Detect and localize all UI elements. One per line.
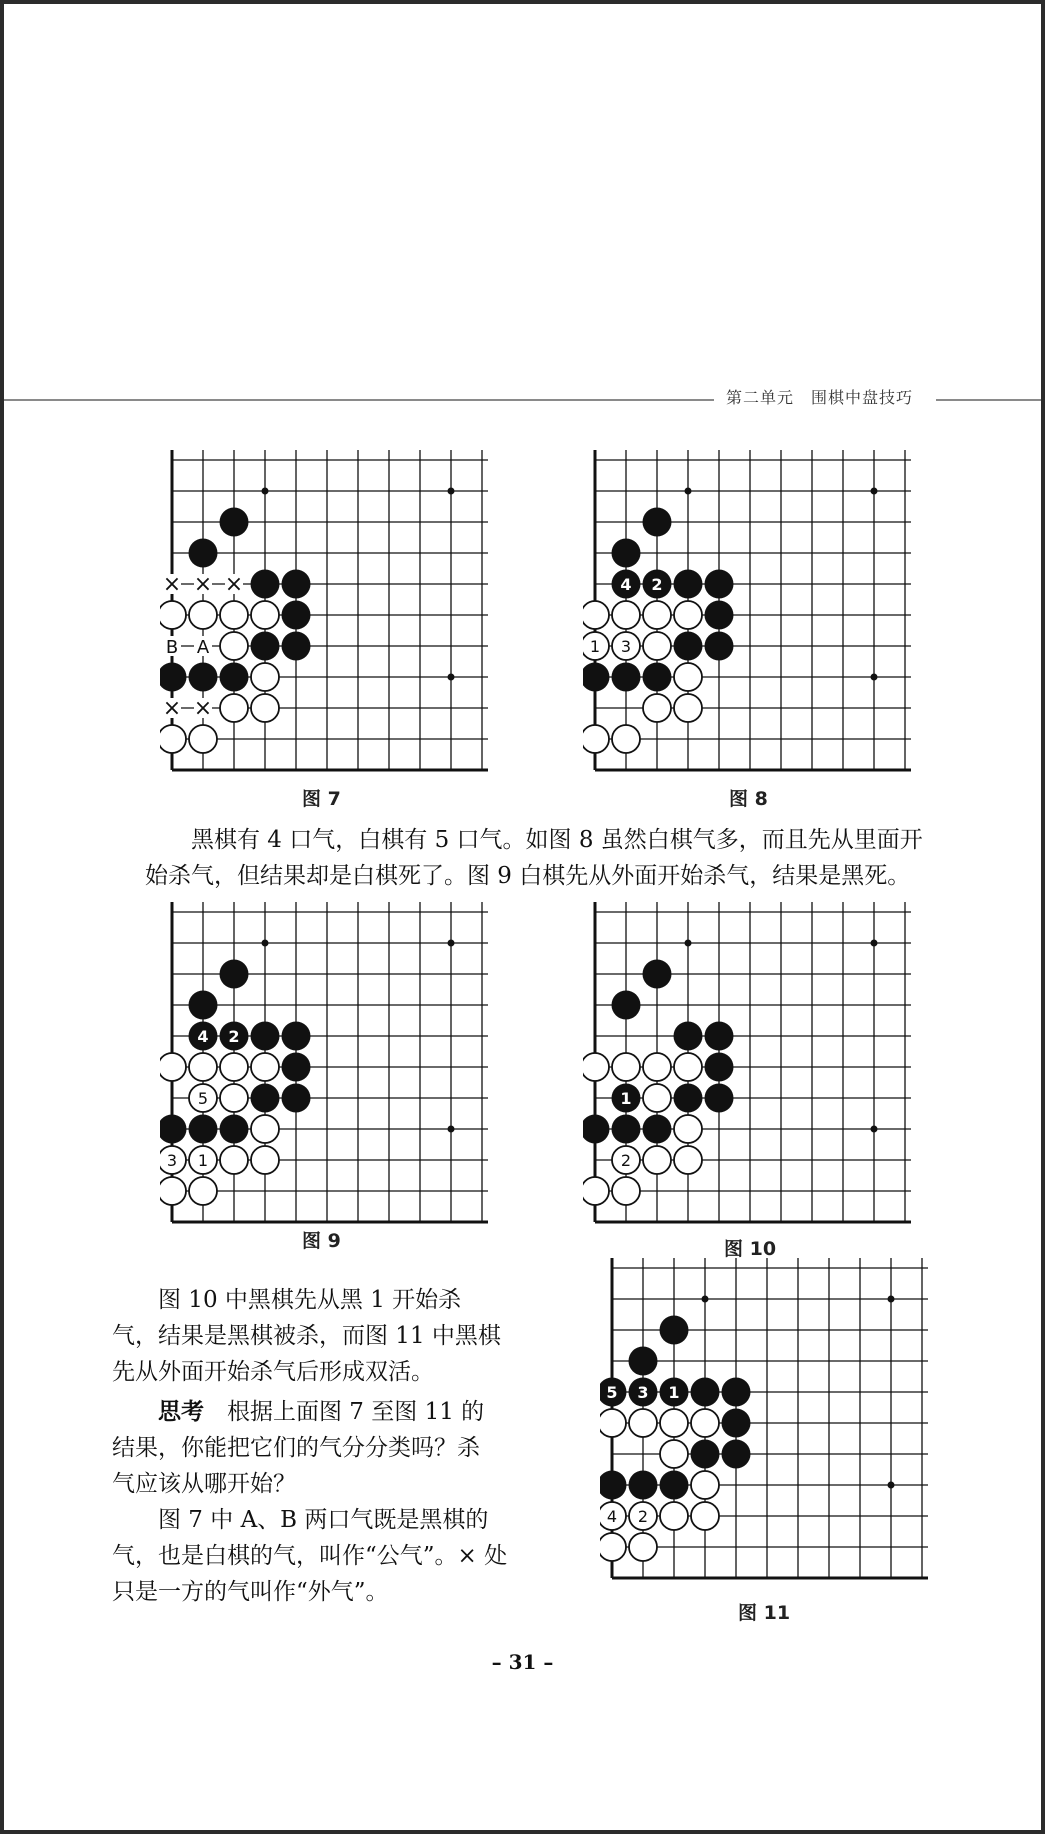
black-stone <box>612 1115 641 1144</box>
black-stone <box>251 570 280 599</box>
paragraph-2 <box>112 1282 501 1390</box>
white-stone <box>251 1146 279 1174</box>
star-point <box>685 940 692 947</box>
white-stone <box>251 694 279 722</box>
black-stone <box>282 570 311 599</box>
black-stone <box>705 601 734 630</box>
paragraph-3-line-3: 气应该从哪开始？ <box>112 1471 296 1497</box>
black-stone <box>160 663 187 692</box>
black-stone <box>674 632 703 661</box>
white-stone <box>583 1053 609 1081</box>
star-point <box>262 940 269 947</box>
star-point <box>871 674 878 681</box>
white-stone <box>612 601 640 629</box>
white-stone <box>189 1177 217 1205</box>
white-stone <box>612 1053 640 1081</box>
black-stone <box>705 1053 734 1082</box>
paragraph-1 <box>145 822 923 894</box>
black-stone <box>612 663 641 692</box>
black-stone <box>674 1022 703 1051</box>
white-stone <box>629 1409 657 1437</box>
caption-diagram-7: 图 7 <box>302 788 341 810</box>
black-stone <box>189 539 218 568</box>
go-diagram-9 <box>160 900 490 1230</box>
paragraph-1-line-1: 黑棋有 4 口气，白棋有 5 口气。如图 8 虽然白棋气多，而且先从里面开 <box>145 827 923 853</box>
white-stone <box>251 1053 279 1081</box>
black-stone <box>691 1440 720 1469</box>
star-point <box>871 488 878 495</box>
star-point <box>262 488 269 495</box>
move-number: 3 <box>620 637 632 656</box>
move-number: 1 <box>589 637 601 656</box>
black-stone <box>629 1347 658 1376</box>
caption-diagram-10: 图 10 <box>724 1238 777 1260</box>
black-stone <box>660 1316 689 1345</box>
white-stone <box>251 601 279 629</box>
move-number: 4 <box>620 575 632 594</box>
black-stone <box>674 1084 703 1113</box>
paragraph-2-line-1: 图 10 中黑棋先从黑 1 开始杀 <box>112 1287 462 1313</box>
white-stone <box>583 601 609 629</box>
move-number: 1 <box>197 1151 209 1170</box>
black-stone <box>282 1022 311 1051</box>
board-grid <box>172 450 488 770</box>
move-number: 3 <box>637 1383 649 1402</box>
paragraph-4-line-2: 气，也是白棋的气，叫作“公气”。× 处 <box>112 1543 508 1569</box>
white-stone <box>674 1053 702 1081</box>
white-stone <box>220 601 248 629</box>
black-stone <box>705 1084 734 1113</box>
shared-liberty-label: A <box>196 637 210 658</box>
black-stone <box>600 1471 627 1500</box>
black-stone <box>722 1378 751 1407</box>
white-stone <box>189 725 217 753</box>
black-stone <box>189 991 218 1020</box>
board-grid <box>595 902 911 1222</box>
white-stone <box>160 601 186 629</box>
black-stone <box>643 1115 672 1144</box>
white-stone <box>220 1084 248 1112</box>
move-number: 2 <box>228 1027 240 1046</box>
paragraph-4-line-1: 图 7 中 A、B 两口气既是黑棋的 <box>112 1507 489 1533</box>
black-stone <box>251 1084 280 1113</box>
white-stone <box>160 1053 186 1081</box>
move-number: 3 <box>166 1151 178 1170</box>
move-number: 2 <box>651 575 663 594</box>
white-stone <box>612 1177 640 1205</box>
running-title: 第二单元 围棋中盘技巧 <box>726 388 914 407</box>
caption-diagram-9: 图 9 <box>302 1230 341 1252</box>
white-stone <box>643 1146 671 1174</box>
paragraph-3-line-2: 结果，你能把它们的气分分类吗？杀 <box>112 1435 480 1461</box>
go-diagram-7 <box>160 448 490 778</box>
outside-liberty-mark: × <box>193 696 213 721</box>
paragraph-4 <box>112 1502 507 1610</box>
black-stone <box>189 1115 218 1144</box>
white-stone <box>691 1471 719 1499</box>
paragraph-4-line-3: 只是一方的气叫作“外气”。 <box>112 1579 389 1605</box>
move-number: 1 <box>620 1089 632 1108</box>
white-stone <box>220 632 248 660</box>
white-stone <box>220 694 248 722</box>
caption-diagram-11: 图 11 <box>738 1602 791 1624</box>
black-stone <box>583 1115 610 1144</box>
white-stone <box>189 1053 217 1081</box>
white-stone <box>220 1146 248 1174</box>
black-stone <box>220 508 249 537</box>
caption-diagram-8: 图 8 <box>729 788 768 810</box>
black-stone <box>251 632 280 661</box>
move-number: 2 <box>637 1507 649 1526</box>
white-stone <box>691 1502 719 1530</box>
white-stone <box>660 1502 688 1530</box>
black-stone <box>705 570 734 599</box>
paragraph-3 <box>112 1394 484 1502</box>
white-stone <box>643 1053 671 1081</box>
outside-liberty-mark: × <box>162 572 182 597</box>
star-point <box>448 674 455 681</box>
black-stone <box>282 601 311 630</box>
white-stone <box>660 1440 688 1468</box>
star-point <box>871 1126 878 1133</box>
black-stone <box>189 663 218 692</box>
white-stone <box>691 1409 719 1437</box>
move-number: 4 <box>197 1027 209 1046</box>
page-number: – 31 – <box>491 1650 554 1674</box>
paragraph-1-line-2: 始杀气，但结果却是白棋死了。图 9 白棋先从外面开始杀气，结果是黑死。 <box>145 863 911 889</box>
black-stone <box>643 960 672 989</box>
board-grid <box>595 450 911 770</box>
board-grid <box>612 1258 928 1578</box>
outside-liberty-mark: × <box>224 572 244 597</box>
black-stone <box>722 1440 751 1469</box>
move-number: 1 <box>668 1383 680 1402</box>
white-stone <box>612 725 640 753</box>
black-stone <box>674 570 703 599</box>
black-stone <box>282 1053 311 1082</box>
shared-liberty-label: B <box>165 637 179 658</box>
outside-liberty-mark: × <box>162 696 182 721</box>
star-point <box>685 488 692 495</box>
white-stone <box>643 601 671 629</box>
black-stone <box>160 1115 187 1144</box>
black-stone <box>282 632 311 661</box>
star-point <box>871 940 878 947</box>
go-diagram-8 <box>583 448 913 778</box>
black-stone <box>691 1378 720 1407</box>
white-stone <box>189 601 217 629</box>
white-stone <box>583 725 609 753</box>
header-rule-left <box>4 399 714 401</box>
star-point <box>702 1296 709 1303</box>
white-stone <box>160 1177 186 1205</box>
white-stone <box>583 1177 609 1205</box>
white-stone <box>674 1146 702 1174</box>
go-diagram-11 <box>600 1256 930 1586</box>
white-stone <box>643 1084 671 1112</box>
black-stone <box>282 1084 311 1113</box>
move-number: 2 <box>620 1151 632 1170</box>
white-stone <box>251 1115 279 1143</box>
paragraph-3-line-1: 根据上面图 7 至图 11 的 <box>204 1399 485 1425</box>
black-stone <box>251 1022 280 1051</box>
black-stone <box>643 508 672 537</box>
black-stone <box>722 1409 751 1438</box>
board-grid <box>172 902 488 1222</box>
black-stone <box>612 539 641 568</box>
header-rule-right <box>936 399 1041 401</box>
outside-liberty-mark: × <box>193 572 213 597</box>
star-point <box>888 1482 895 1489</box>
star-point <box>448 940 455 947</box>
star-point <box>448 1126 455 1133</box>
white-stone <box>251 663 279 691</box>
white-stone <box>660 1409 688 1437</box>
black-stone <box>220 663 249 692</box>
white-stone <box>674 694 702 722</box>
go-diagram-10 <box>583 900 913 1230</box>
white-stone <box>220 1053 248 1081</box>
white-stone <box>600 1409 626 1437</box>
star-point <box>448 488 455 495</box>
white-stone <box>643 632 671 660</box>
think-label: 思考 <box>158 1399 204 1425</box>
black-stone <box>629 1471 658 1500</box>
white-stone <box>674 663 702 691</box>
black-stone <box>583 663 610 692</box>
black-stone <box>705 1022 734 1051</box>
white-stone <box>674 1115 702 1143</box>
move-number: 5 <box>197 1089 209 1108</box>
white-stone <box>160 725 186 753</box>
black-stone <box>660 1471 689 1500</box>
white-stone <box>629 1533 657 1561</box>
paragraph-2-line-2: 气，结果是黑棋被杀，而图 11 中黑棋 <box>112 1323 501 1349</box>
black-stone <box>220 960 249 989</box>
white-stone <box>600 1533 626 1561</box>
white-stone <box>674 601 702 629</box>
black-stone <box>705 632 734 661</box>
move-number: 4 <box>606 1507 618 1526</box>
star-point <box>888 1296 895 1303</box>
black-stone <box>220 1115 249 1144</box>
move-number: 5 <box>606 1383 618 1402</box>
black-stone <box>612 991 641 1020</box>
white-stone <box>643 694 671 722</box>
black-stone <box>643 663 672 692</box>
paragraph-2-line-3: 先从外面开始杀气后形成双活。 <box>112 1359 434 1385</box>
